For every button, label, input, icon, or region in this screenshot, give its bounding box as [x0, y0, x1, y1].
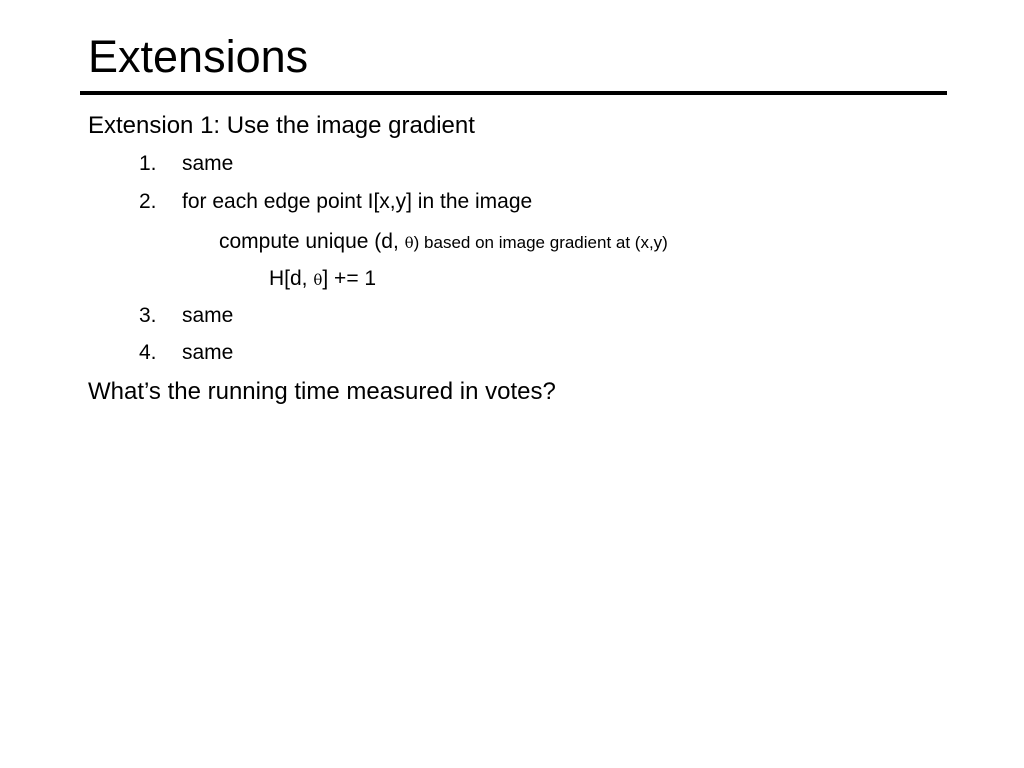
step-number: 2.	[139, 190, 157, 213]
step-text: for each edge point I[x,y] in the image	[182, 190, 533, 213]
step-1	[139, 151, 233, 177]
slide-title: Extensions	[88, 31, 309, 82]
title-divider	[80, 91, 947, 95]
question-text: What’s the running time measured in votes?	[88, 378, 556, 405]
step-3	[139, 303, 233, 329]
vote-suffix: ] += 1	[322, 267, 377, 290]
step-number: 1.	[139, 152, 157, 175]
step-text: same	[182, 341, 234, 364]
compute-line	[219, 228, 668, 257]
compute-prefix: compute unique (d,	[219, 230, 405, 253]
step-2	[139, 189, 532, 215]
vote-line	[269, 266, 376, 293]
theta-symbol: θ	[404, 234, 414, 252]
vote-prefix: H[d,	[269, 267, 314, 290]
step-number: 4.	[139, 341, 157, 364]
step-text: same	[182, 152, 234, 175]
step-4	[139, 340, 233, 366]
theta-symbol: θ	[313, 271, 323, 289]
compute-suffix: ) based on image gradient at (x,y)	[413, 233, 668, 252]
step-text: same	[182, 304, 234, 327]
extension-heading: Extension 1: Use the image gradient	[88, 112, 475, 139]
step-number: 3.	[139, 304, 157, 327]
